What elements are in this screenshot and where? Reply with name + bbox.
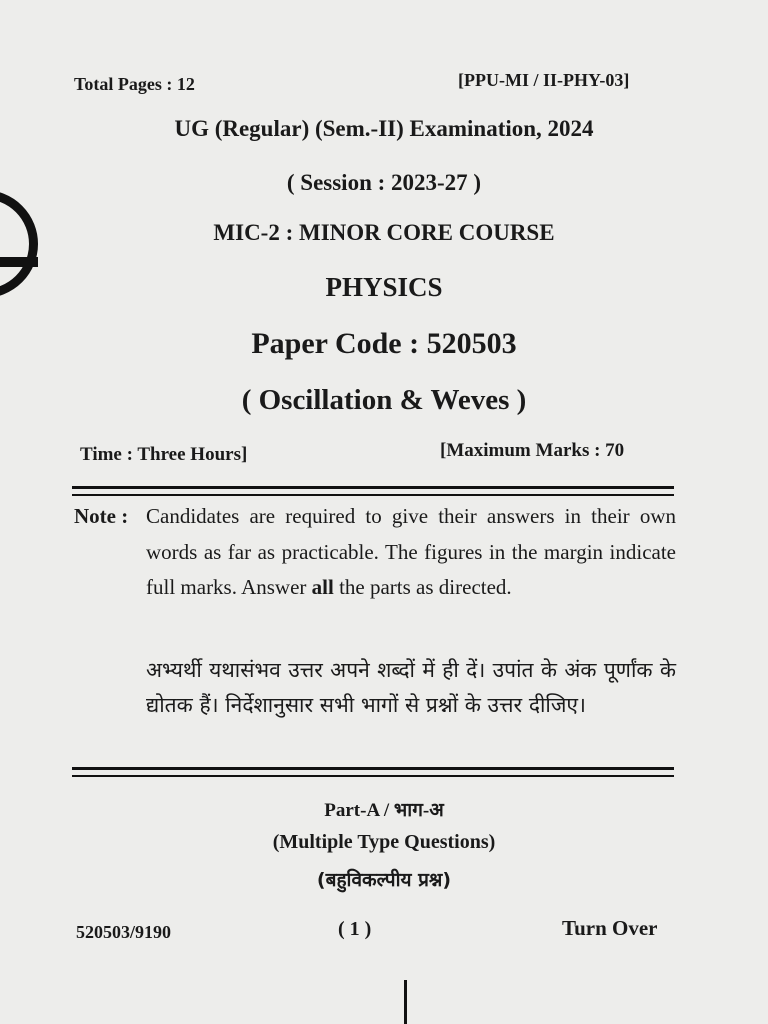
divider-bottom-thin xyxy=(72,775,674,777)
turn-over: Turn Over xyxy=(562,916,658,940)
note-label: Note : xyxy=(74,504,129,528)
session: ( Session : 2023-27 ) xyxy=(286,170,482,195)
maximum-marks: [Maximum Marks : 70 xyxy=(440,440,625,461)
note-text xyxy=(146,499,676,606)
paper-code: Paper Code : 520503 xyxy=(251,327,517,360)
subject: PHYSICS xyxy=(325,272,443,302)
paper-topic: ( Oscillation & Weves ) xyxy=(241,384,527,416)
page-number: ( 1 ) xyxy=(338,918,372,940)
divider-top xyxy=(72,486,674,489)
note-text-start: Candidates are required to give their answers in their own words as far as practicable. The figures in the margin indicate full marks. Answer xyxy=(146,504,676,599)
course-name: MIC-2 : MINOR CORE COURSE xyxy=(213,220,555,245)
part-title: Part-A / भाग-अ xyxy=(324,800,444,821)
total-pages: Total Pages : 12 xyxy=(74,74,195,94)
footer-code: 520503/9190 xyxy=(76,922,172,942)
time-allowed: Time : Three Hours] xyxy=(80,444,248,465)
note-hindi: अभ्यर्थी यथासंभव उत्तर अपने शब्दों में ही दें। उपांत के अंक पूर्णांक के द्योतक हैं। निर्देशानुसार सभी भागों से प्रश्नों के उत्तर दीजिए। xyxy=(146,658,676,717)
divider-bottom xyxy=(72,767,674,770)
exam-title: UG (Regular) (Sem.-II) Examination, 2024 xyxy=(174,116,594,141)
part-subtitle: (Multiple Type Questions) xyxy=(272,831,496,853)
note-text-bold: all xyxy=(311,575,334,599)
paper-reference: [PPU-MI / II-PHY-03] xyxy=(458,70,630,90)
binding-mark xyxy=(404,980,407,1024)
punch-hole-bar xyxy=(0,257,38,267)
part-subtitle-hindi: (बहुविकल्पीय प्रश्न) xyxy=(316,869,452,891)
divider-top-thin xyxy=(72,494,674,496)
note-text-end: the parts as directed. xyxy=(339,575,512,599)
